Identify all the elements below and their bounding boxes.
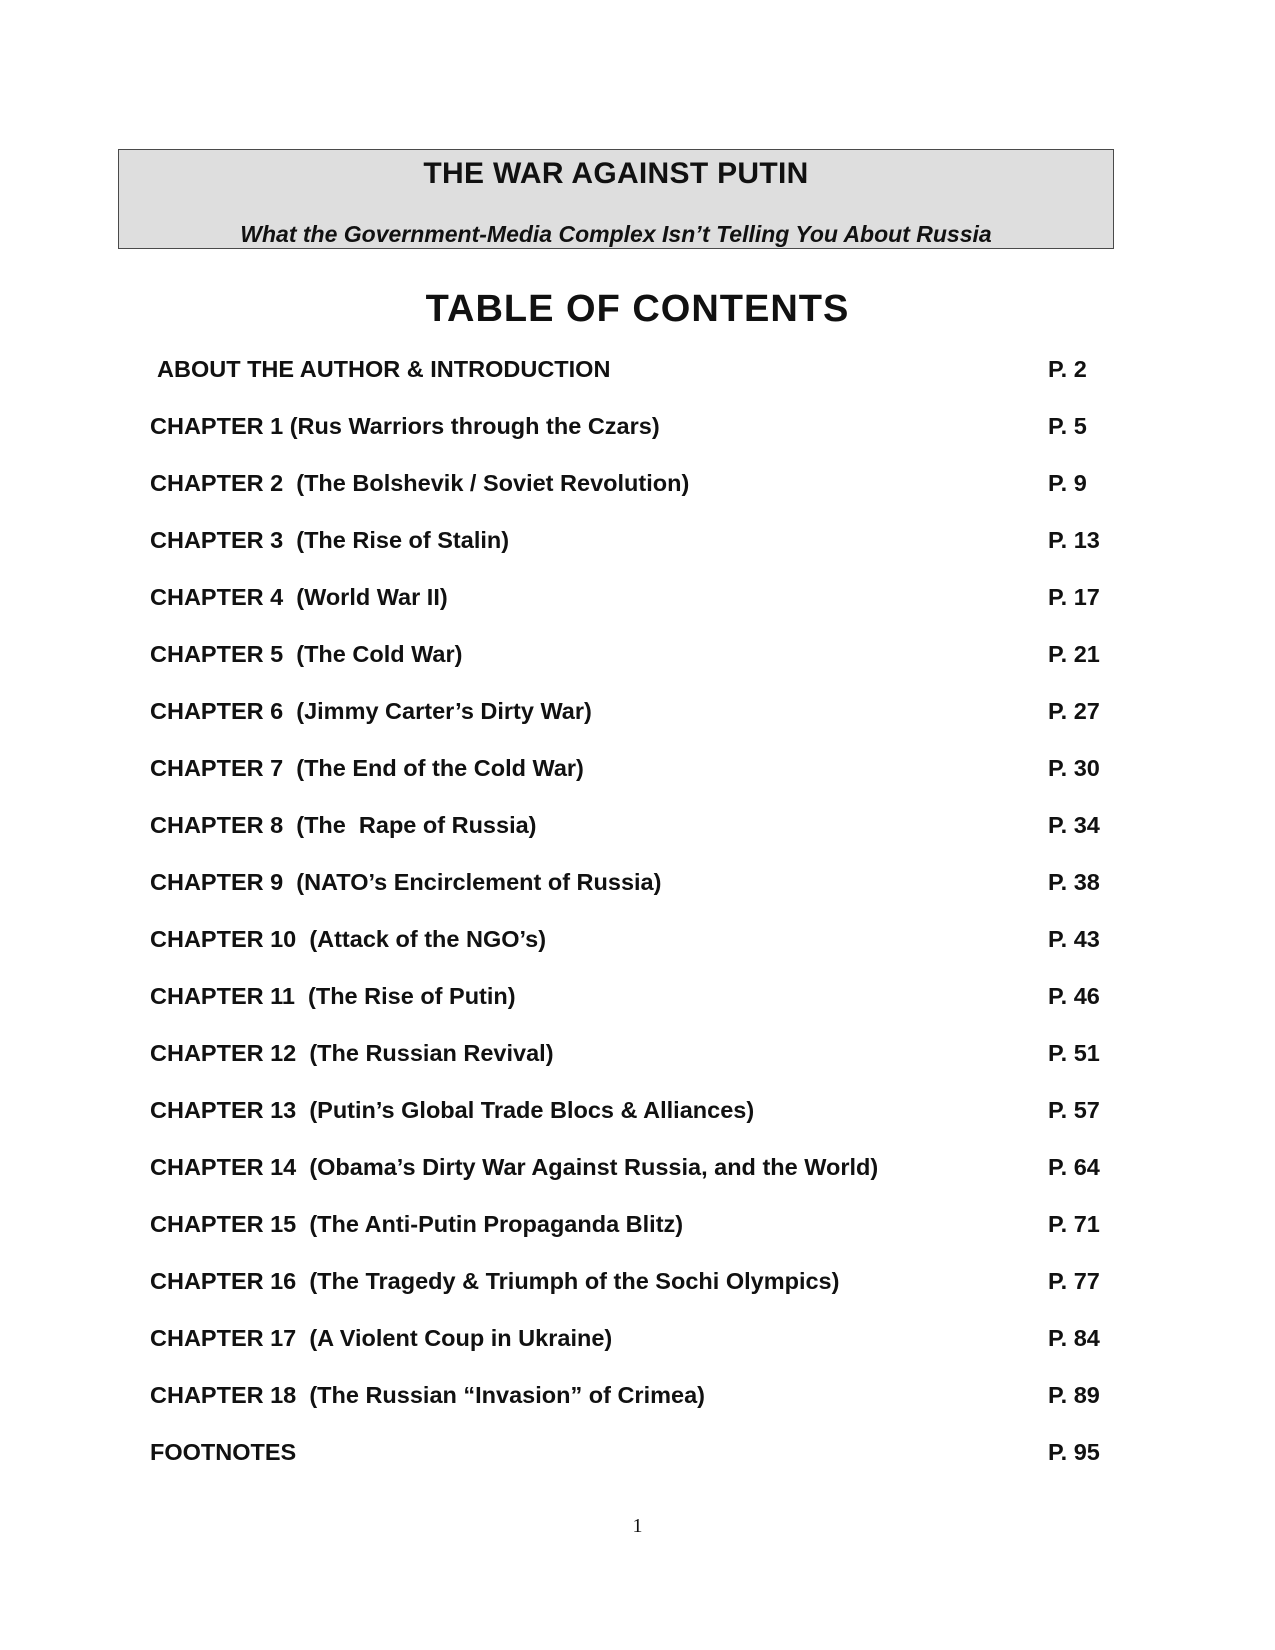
toc-entry-label: FOOTNOTES — [150, 1439, 297, 1465]
toc-entry — [0, 695, 1275, 727]
toc-entry-page: P. 46 — [1048, 983, 1100, 1009]
toc-entry-page: P. 84 — [1048, 1325, 1100, 1351]
toc-entry-label: CHAPTER 2 (The Bolshevik / Soviet Revolution) — [150, 470, 690, 496]
page-number: 1 — [632, 1515, 643, 1537]
toc-entry — [0, 353, 1275, 385]
toc-entry-label: CHAPTER 11 (The Rise of Putin) — [150, 983, 516, 1009]
toc-entry-page: P. 71 — [1048, 1211, 1100, 1237]
toc-entry-label: CHAPTER 6 (Jimmy Carter’s Dirty War) — [150, 698, 592, 724]
toc-entry — [0, 1208, 1275, 1240]
toc-entry — [0, 581, 1275, 613]
toc-entry — [0, 1037, 1275, 1069]
toc-entry-label: CHAPTER 5 (The Cold War) — [150, 641, 463, 667]
toc-entry — [0, 923, 1275, 955]
toc-entry-page: P. 64 — [1048, 1154, 1100, 1180]
toc-entry-page: P. 13 — [1048, 527, 1100, 553]
toc-entry-label: CHAPTER 7 (The End of the Cold War) — [150, 755, 584, 781]
toc-entry-page: P. 43 — [1048, 926, 1100, 952]
toc-entry-page: P. 57 — [1048, 1097, 1100, 1123]
toc-entry-label: CHAPTER 8 (The Rape of Russia) — [150, 812, 537, 838]
toc-entry — [0, 1379, 1275, 1411]
toc-entry-page: P. 21 — [1048, 641, 1100, 667]
toc-entry-label: CHAPTER 4 (World War II) — [150, 584, 448, 610]
toc-entry — [0, 638, 1275, 670]
toc-entry — [0, 1151, 1275, 1183]
toc-entry-page: P. 30 — [1048, 755, 1100, 781]
toc-entry-label: ABOUT THE AUTHOR & INTRODUCTION — [157, 356, 611, 382]
toc-entry — [0, 980, 1275, 1012]
toc-entry — [0, 1094, 1275, 1126]
toc-entry-label: CHAPTER 10 (Attack of the NGO’s) — [150, 926, 547, 952]
toc-entry-page: P. 34 — [1048, 812, 1100, 838]
toc-entry-label: CHAPTER 15 (The Anti-Putin Propaganda Blitz) — [150, 1211, 684, 1237]
toc-entry-page: P. 5 — [1048, 413, 1087, 439]
toc-entry — [0, 809, 1275, 841]
toc-entry-page: P. 51 — [1048, 1040, 1100, 1066]
toc-entry-page: P. 27 — [1048, 698, 1100, 724]
toc-entry-page: P. 95 — [1048, 1439, 1100, 1465]
toc-entry-label: CHAPTER 9 (NATO’s Encirclement of Russia) — [150, 869, 662, 895]
toc-entry-page: P. 9 — [1048, 470, 1087, 496]
toc-entry-label: CHAPTER 16 (The Tragedy & Triumph of the Sochi Olympics) — [150, 1268, 840, 1294]
toc-entry — [0, 1265, 1275, 1297]
toc-entry — [0, 1436, 1275, 1468]
toc-entry-label: CHAPTER 3 (The Rise of Stalin) — [150, 527, 510, 553]
toc-entry-label: CHAPTER 12 (The Russian Revival) — [150, 1040, 554, 1066]
book-title: THE WAR AGAINST PUTIN — [423, 157, 809, 190]
toc-entry — [0, 467, 1275, 499]
toc-heading: TABLE OF CONTENTS — [425, 288, 850, 330]
book-subtitle: What the Government-Media Complex Isn’t Telling You About Russia — [240, 221, 992, 247]
toc-entry — [0, 752, 1275, 784]
toc-entry-page: P. 38 — [1048, 869, 1100, 895]
toc-entry-label: CHAPTER 13 (Putin’s Global Trade Blocs & Alliances) — [150, 1097, 755, 1123]
toc-entry-label: CHAPTER 1 (Rus Warriors through the Czars) — [150, 413, 660, 439]
toc-entry-page: P. 77 — [1048, 1268, 1100, 1294]
toc-entry-page: P. 89 — [1048, 1382, 1100, 1408]
toc-entry-page: P. 2 — [1048, 356, 1087, 382]
toc-entry — [0, 1322, 1275, 1354]
toc-entry-label: CHAPTER 18 (The Russian “Invasion” of Crimea) — [150, 1382, 705, 1408]
toc-entry — [0, 866, 1275, 898]
toc-entry-page: P. 17 — [1048, 584, 1100, 610]
toc-entry-label: CHAPTER 17 (A Violent Coup in Ukraine) — [150, 1325, 613, 1351]
toc-entry — [0, 524, 1275, 556]
toc-entry-label: CHAPTER 14 (Obama’s Dirty War Against Russia, and the World) — [150, 1154, 879, 1180]
toc-entry — [0, 410, 1275, 442]
